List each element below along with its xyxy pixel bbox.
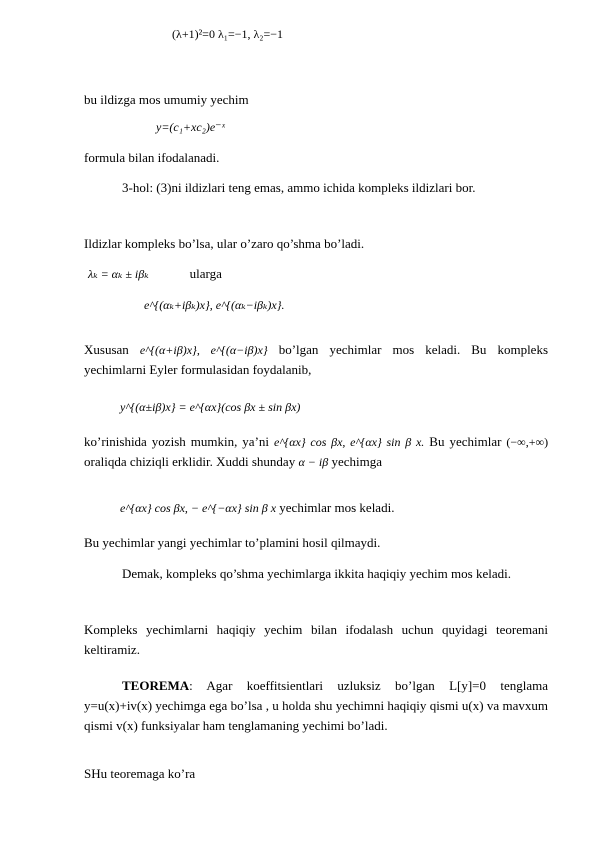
independence-pre: ko’rinishida yozish mumkin, ya’ni [84,434,270,449]
theorem-text: : Agar koeffitsientlari uzluksiz bo’lgan L[y]=0 tenglama y=u(x)+iv(x) yechimga ega bo’lsa , u holda shu yechimni haqiqiy qismi u(x) va mavxum qismi v(x) funksiyalar ham tenglamaning yechimi bo’ladi. [84,678,548,733]
independence-post: Bu yechimlar [429,434,502,449]
paragraph-case-3: 3-hol: (3)ni ildizlari teng emas, ammo ichida kompleks ildizlari bor. [122,180,476,195]
paragraph-general-solution-intro: bu ildizga mos umumiy yechim [84,92,249,107]
exponential-solutions-formula: e^{(αₖ+iβₖ)x}, e^{(αₖ−iβₖ)x}. [144,298,285,312]
independence-formula: e^{αx} cos βx, e^{αx} sin β x. [274,435,425,449]
conjugate-root: α − iβ [298,455,329,469]
characteristic-equation [172,27,283,42]
paragraph-linear-independence [84,432,548,472]
roots-formula [88,266,222,282]
conjugate-solutions-suffix: yechimlar mos keladi. [279,500,395,515]
paragraph-no-new-set: Bu yechimlar yangi yechimlar to’plamini hosil qilmaydi. [84,535,381,550]
paragraph-by-theorem: SHu teoremaga ko’ra [84,766,196,781]
paragraph-theorem-intro: Kompleks yechimlarni haqiqiy yechim bilan ifodalash uchun quyidagi teoremani keltiramiz. [84,622,548,657]
conjugate-solutions-line [120,500,394,516]
theorem-block [84,676,548,736]
particular-formula: e^{(α+iβ)x}, e^{(α−iβ)x} [139,343,268,357]
paragraph-conclusion: Demak, kompleks qo’shma yechimlarga ikkita haqiqiy yechim mos keladi. [122,566,511,581]
paragraph-particular-solutions [84,340,548,380]
interval: (−∞,+∞) [506,435,549,449]
particular-pre: Xususan [84,342,129,357]
roots-formula-text: λₖ = αₖ ± iβₖ [88,267,149,281]
general-solution-formula: y=(c₁+xc₂)e⁻ˣ [156,120,225,134]
paragraph-complex-roots: Ildizlar kompleks bo’lsa, ular o’zaro qo’shma bo’ladi. [84,236,365,251]
conjugate-solutions-formula: e^{αx} cos βx, − e^{−αx} sin β x [120,501,277,515]
particular-post: bo’lgan yechimlar mos keladi. Bu kompleks yechimlarni Eyler formulasidan foydalanib, [84,342,549,377]
roots-suffix: ularga [189,266,222,281]
theorem-label: TEOREMA [122,678,190,693]
independence-mid: oraliqda chiziqli erklidir. Xuddi shunday [84,454,296,469]
paragraph-formula-defined: formula bilan ifodalanadi. [84,150,220,165]
independence-end: yechimga [331,454,382,469]
euler-formula: y^{(α±iβ)x} = e^{αx}(cos βx ± sin βx) [120,400,301,414]
characteristic-equation-text: (λ+1)²=0 λ₁=−1, λ₂=−1 [172,27,284,41]
